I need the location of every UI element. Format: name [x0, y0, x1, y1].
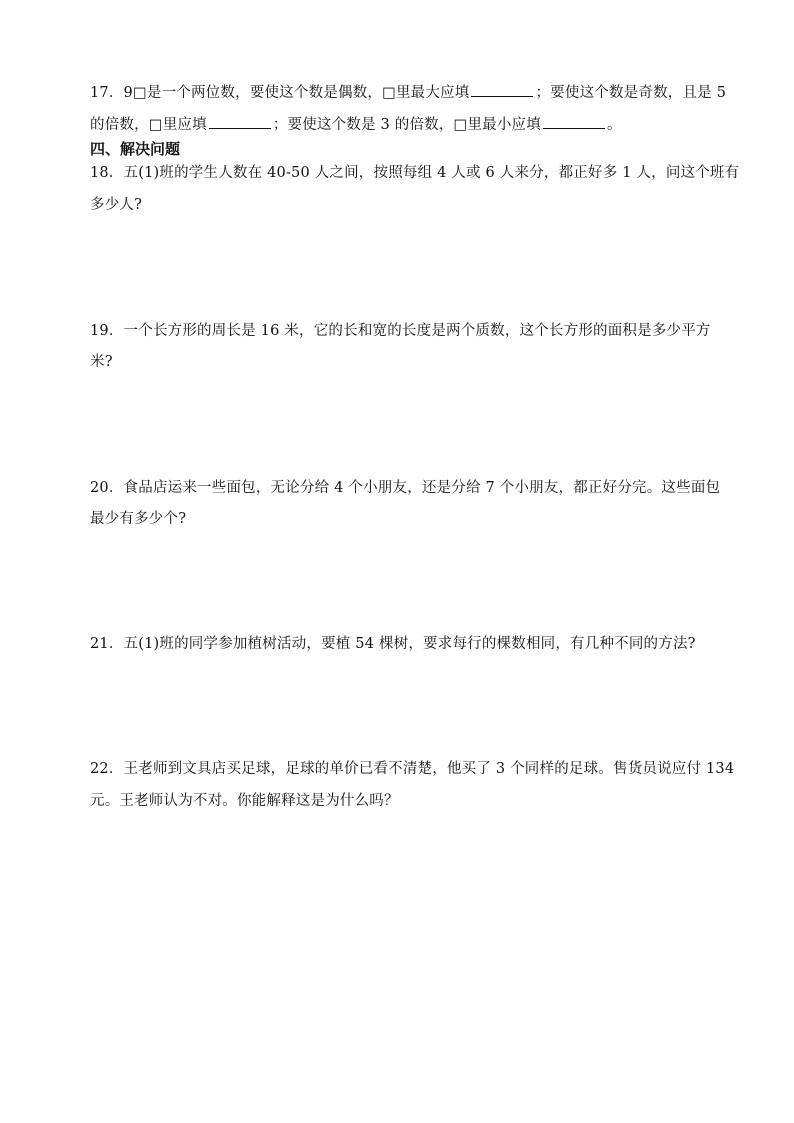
question-17-text-b: ；要使这个数是奇数，且是 5	[535, 85, 727, 101]
question-22-line-1: 22．王老师到文具店买足球，足球的单价已看不清楚，他买了 3 个同样的足球。售货员说应付 134	[90, 761, 735, 777]
answer-blank-17-2[interactable]	[209, 114, 271, 129]
answer-blank-17-3[interactable]	[543, 114, 605, 129]
question-17-line-2	[90, 114, 622, 135]
question-17-text-a: 17．9□是一个两位数，要使这个数是偶数，□里最大应填	[90, 85, 470, 101]
question-19-line-1: 19．一个长方形的周长是 16 米，它的长和宽的长度是两个质数，这个长方形的面积是多少平方	[90, 323, 711, 339]
question-21-line-1: 21．五(1)班的同学参加植树活动，要植 54 棵树，要求每行的棵数相同，有几种不同的方法?	[90, 636, 696, 652]
question-18-line-2: 多少人?	[90, 197, 143, 213]
question-19-line-2: 米?	[90, 354, 113, 370]
question-17-line-1	[90, 82, 726, 103]
section-heading: 四、解决问题	[90, 140, 181, 158]
question-17-text-d: ；要使这个数是 3 的倍数，□里最小应填	[272, 117, 541, 133]
question-22-line-2: 元。王老师认为不对。你能解释这是为什么吗？	[90, 793, 399, 809]
question-18-line-1: 18．五(1)班的学生人数在 40-50 人之间，按照每组 4 人或 6 人来分，都正好多 1 人，问这个班有	[90, 165, 740, 181]
question-20-line-1: 20．食品店运来一些面包，无论分给 4 个小朋友，还是分给 7 个小朋友，都正好分完。这些面包	[90, 480, 721, 496]
answer-blank-17-1[interactable]	[471, 82, 533, 97]
question-20-line-2: 最少有多少个?	[90, 511, 187, 527]
question-17-text-c: 的倍数，□里应填	[90, 117, 207, 133]
question-17-text-e: 。	[606, 117, 622, 133]
